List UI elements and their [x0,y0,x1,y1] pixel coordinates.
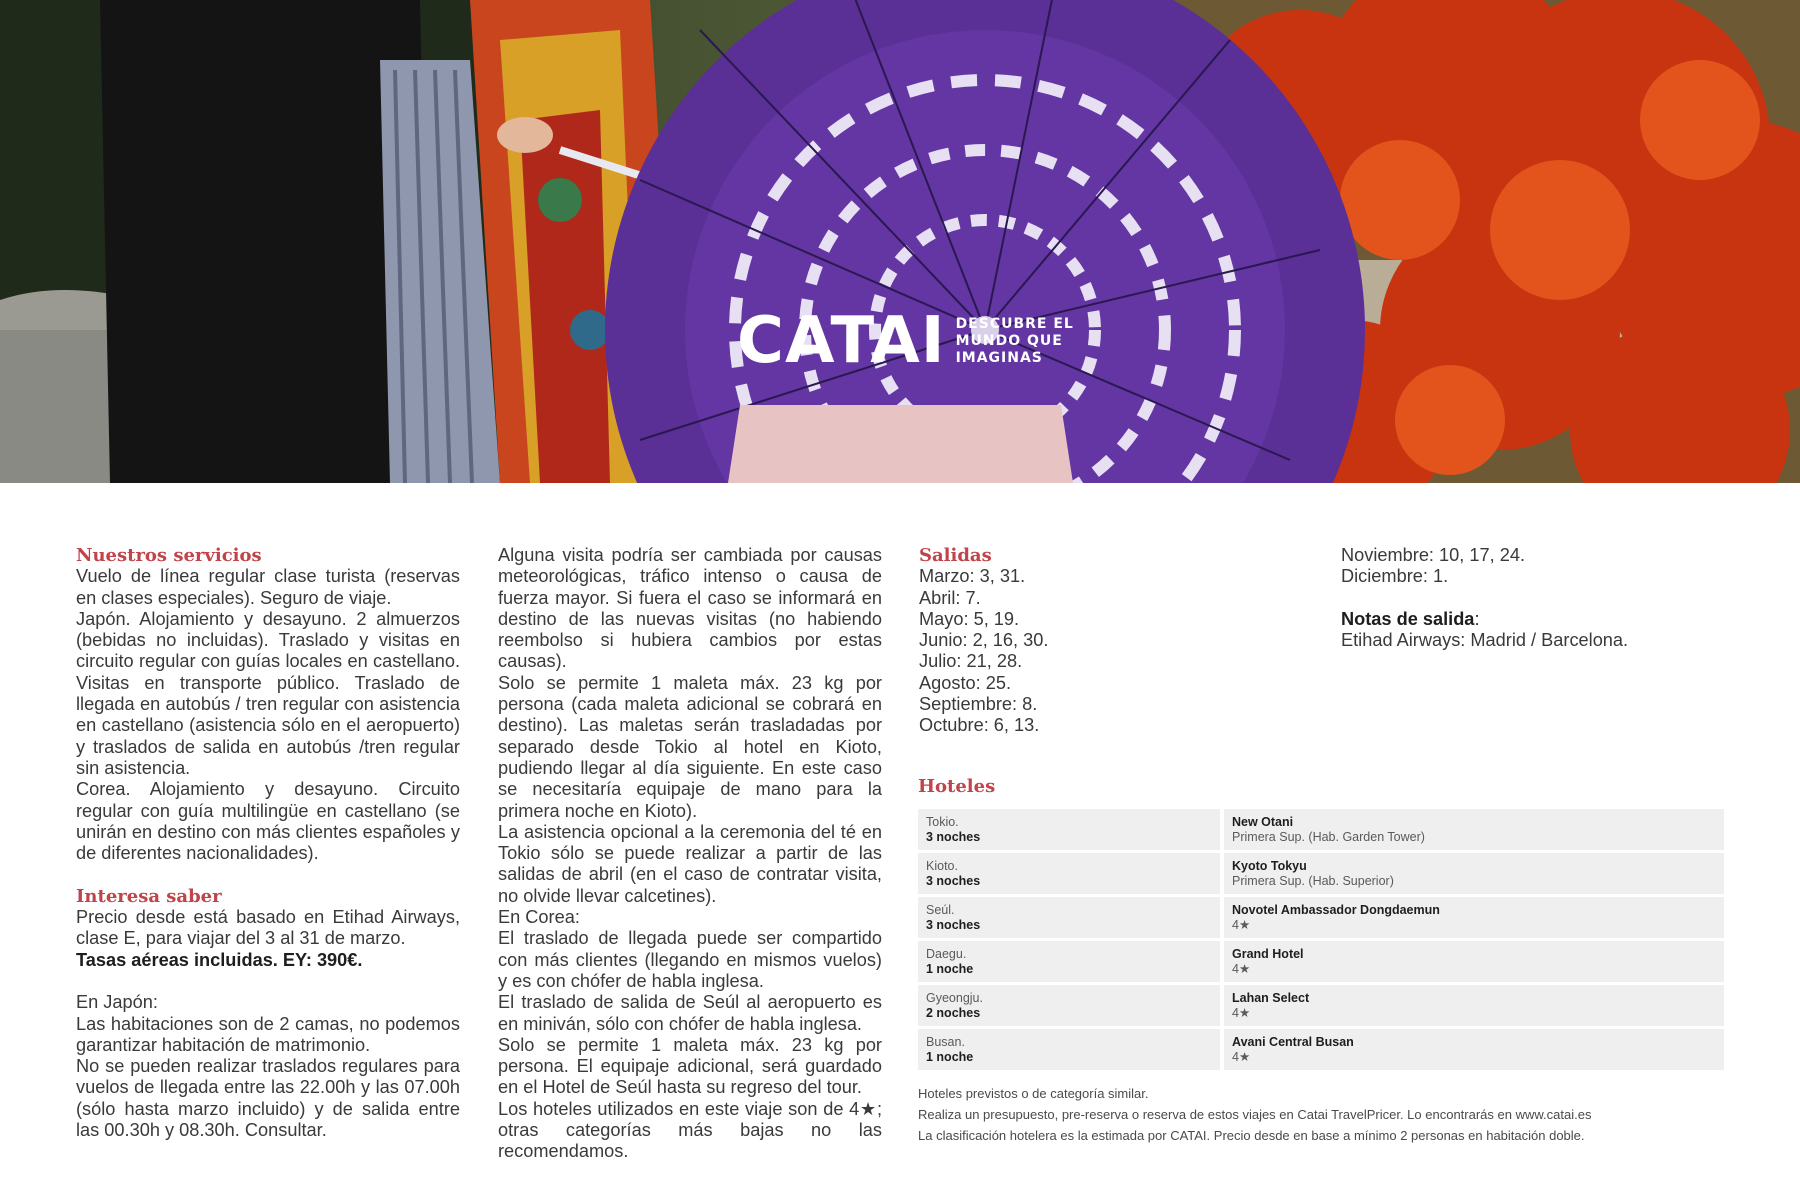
column-departures [919,545,1319,737]
table-row [918,985,1724,1026]
notas-colon: : [1474,608,1480,629]
interesa-title: Interesa saber [76,885,222,907]
nights: 3 noches [926,874,981,888]
departure-month: Diciembre: 1. [1341,566,1449,587]
column-departures-continued [1341,545,1761,651]
footnote: Hoteles previstos o de categoría similar. [918,1086,1149,1101]
departure-month: Julio: 21, 28. [919,651,1023,672]
hotel-cell [1224,1029,1724,1070]
column-services [76,545,460,1141]
nights: 3 noches [926,830,981,844]
departure-month: Abril: 7. [919,587,981,608]
hotel-category: Primera Sup. (Hab. Garden Tower) [1232,830,1425,844]
departure-month: Mayo: 5, 19. [919,608,1020,629]
hotel-cell [1224,897,1724,938]
departure-month: Noviembre: 10, 17, 24. [1341,545,1525,565]
pink-tab-decoration [728,405,1073,483]
departure-month: Agosto: 25. [919,672,1012,693]
hotel-name: New Otani [1232,815,1294,829]
notes-paragraph: Los hoteles utilizados en este viaje son de 4★; otras categorías más bajas no las recomendamos. [498,1098,882,1162]
hotel-category: Primera Sup. (Hab. Superior) [1232,874,1394,888]
departure-month: Marzo: 3, 31. [919,566,1026,587]
notes-paragraph: Solo se permite 1 maleta máx. 23 kg por persona. El equipaje adicional, será guardado en el Hotel de Seúl hasta su regreso del tour. [498,1034,882,1098]
logo-wordmark: CATAI [737,304,946,378]
hotel-category: 4★ [1232,918,1251,932]
hotel-cell [1224,985,1724,1026]
japon-paragraph: No se pueden realizar traslados regulares para vuelos de llegada entre las 22.00h y las 07.00h (sólo hasta marzo incluido) y de salida entre las 00.30h y 08.30h. Consultar. [76,1056,460,1141]
nights: 3 noches [926,918,981,932]
hotel-name: Lahan Select [1232,991,1310,1005]
hotel-name: Avani Central Busan [1232,1035,1354,1049]
hotel-city-cell [918,853,1220,894]
nights: 2 noches [926,1006,981,1020]
departure-month: Septiembre: 8. [919,694,1038,715]
japon-heading: En Japón: [76,992,158,1013]
footnote: La clasificación hotelera es la estimada por CATAI. Precio desde en base a mínimo 2 personas en habitación doble. [918,1128,1585,1143]
hotel-category: 4★ [1232,962,1251,976]
services-paragraph: Vuelo de línea regular clase turista (reservas en clases especiales). Seguro de viaje. [76,566,460,608]
city-name: Gyeongju. [926,991,983,1005]
hotels-title: Hoteles [918,776,996,797]
notes-paragraph: El traslado de salida de Seúl al aeropuerto es en miniván, sólo con chófer de habla inglesa. [498,992,882,1034]
notes-paragraph: Alguna visita podría ser cambiada por causas meteorológicas, tráfico intenso o causa de fuerza mayor. Si fuera el caso se informará en destino de las nuevas visitas (no habiendo reembolso si hubiera cambios por estas causas). [498,545,882,672]
hero-photo [0,0,1800,483]
hotels-footnotes [918,1083,1738,1146]
services-paragraph: Corea. Alojamiento y desayuno. Circuito regular con guía multilingüe en castellano (se unirán en destino con más clientes españoles y de diferentes nacionalidades). [76,779,460,864]
city-name: Daegu. [926,947,967,961]
hotel-cell [1224,809,1724,850]
hotel-city-cell [918,941,1220,982]
hotel-city-cell [918,1029,1220,1070]
departure-month: Junio: 2, 16, 30. [919,630,1049,651]
price-note: Precio desde está basado en Etihad Airways, clase E, para viajar del 3 al 31 de marzo. [76,907,460,949]
tasas-note: Tasas aéreas incluidas. EY: 390€. [76,949,363,970]
tagline-line: MUNDO QUE [955,332,1063,349]
notas-title: Notas de salida [1341,608,1475,629]
departure-month: Octubre: 6, 13. [919,715,1040,736]
table-row [918,941,1724,982]
table-row [918,853,1724,894]
footnote: Realiza un presupuesto, pre-reserva o reserva de estos viajes en Catai TravelPricer. Lo encontrarás en www.catai.es [918,1107,1592,1122]
notes-paragraph: El traslado de llegada puede ser compartido con más clientes (llegando en mismos vuelos) y es con chófer de habla inglesa. [498,928,882,991]
nights: 1 noche [926,1050,974,1064]
hotel-cell [1224,853,1724,894]
notes-paragraph: La asistencia opcional a la ceremonia del té en Tokio sólo se puede realizar a partir de las salidas de abril (en el caso de contratar visita, no olvide llevar calcetines). [498,821,882,906]
city-name: Busan. [926,1035,965,1049]
table-row [918,809,1724,850]
hotel-city-cell [918,809,1220,850]
city-name: Tokio. [926,815,959,829]
city-name: Kioto. [926,859,958,873]
japon-paragraph: Las habitaciones son de 2 camas, no podemos garantizar habitación de matrimonio. [76,1013,460,1055]
salidas-title: Salidas [919,545,992,566]
hotel-name: Grand Hotel [1232,947,1304,961]
hotel-category: 4★ [1232,1006,1251,1020]
nights: 1 noche [926,962,974,976]
services-title: Nuestros servicios [76,545,262,566]
notes-paragraph: Solo se permite 1 maleta máx. 23 kg por persona (cada maleta adicional se cobrará en destino). Las maletas serán trasladadas por separado desde Tokio al hotel en Kioto, pudiendo llegar al día siguiente. En este caso se necesitaría equipaje de mano para la primera noche en Kioto). [498,672,882,821]
catai-logo [737,305,1074,377]
notes-paragraph: En Corea: [498,907,580,928]
notas-text: Etihad Airways: Madrid / Barcelona. [1341,630,1629,651]
hotel-city-cell [918,985,1220,1026]
table-row [918,1029,1724,1070]
table-row [918,897,1724,938]
logo-tagline [956,316,1074,367]
hotel-cell [1224,941,1724,982]
services-paragraph: Japón. Alojamiento y desayuno. 2 almuerzos (bebidas no incluidas). Traslado y visitas en circuito regular con guías locales en castellano. Visitas en transporte público. Traslado de llegada en autobús / tren regular con asistencia en castellano (asistencia sólo en el aeropuerto) y traslados de salida en autobús /tren regular sin asistencia. [76,608,460,778]
hotel-name: Novotel Ambassador Dongdaemun [1232,903,1440,917]
tagline-line: DESCUBRE EL [955,315,1074,332]
departure-notes [1341,609,1761,630]
tagline-line: IMAGINAS [955,349,1043,366]
column-notes [498,545,882,1163]
hotel-name: Kyoto Tokyu [1232,859,1307,873]
city-name: Seúl. [926,903,955,917]
hotel-category: 4★ [1232,1050,1251,1064]
hotels-table [918,809,1724,1073]
hotel-city-cell [918,897,1220,938]
